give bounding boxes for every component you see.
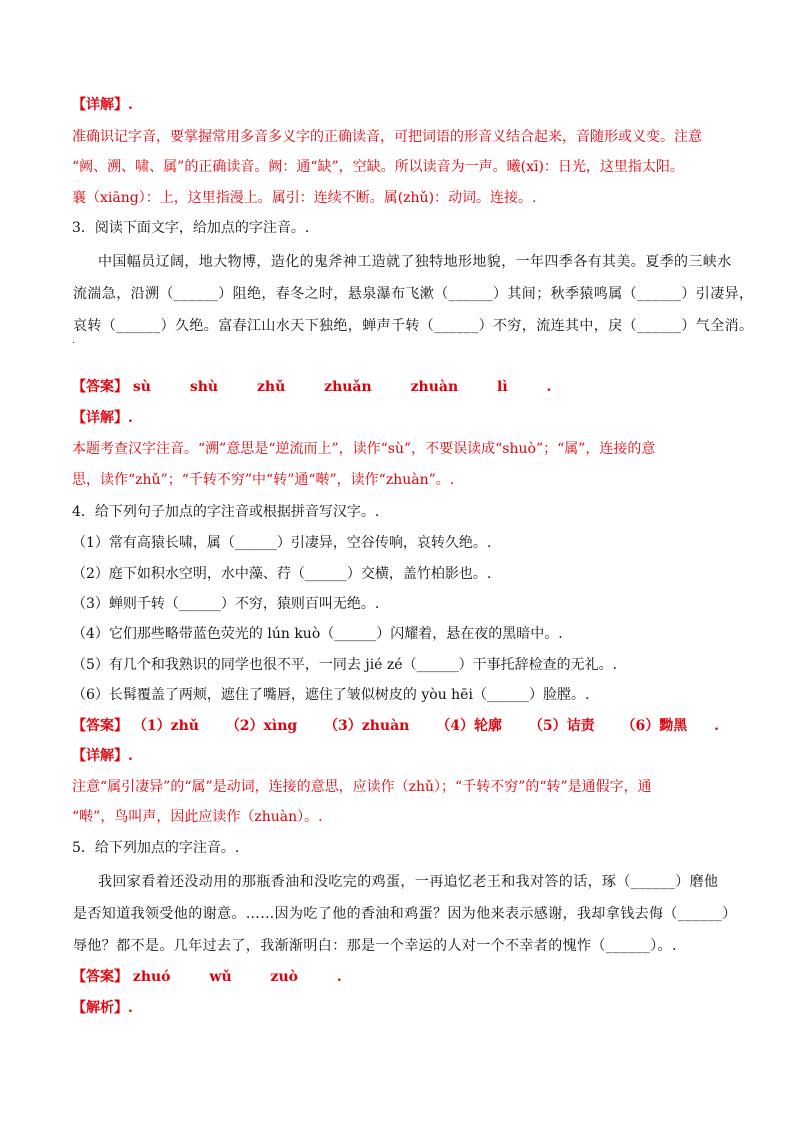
answer-item: （1）zhǔ: [132, 718, 199, 734]
answer-3: [72, 377, 740, 397]
answer-item: （5）诘责: [528, 718, 595, 734]
question-3-passage-line3: 哀转（______）久绝。富春江山水天下独绝，蝉声千转（______）不穷，流连其中，戾（______）气全消。: [73, 318, 754, 334]
answer-item: （6）黝黑: [621, 718, 688, 734]
answer-item: sù: [132, 379, 151, 395]
answer-label: 【答案】: [72, 969, 128, 985]
explanation-text-4-line2: “啭”，鸟叫声，因此应读作（zhuàn）。.: [72, 809, 323, 825]
explanation-heading-2: 【详解】.: [72, 97, 133, 113]
question-4-item-5: （5）有几个和我熟识的同学也很不平，一同去 jié zé（______）干事托辞检查的无礼。.: [72, 657, 618, 673]
answer-item: zhuàn: [410, 379, 459, 395]
explanation-text-2-line2: “阙、溯、啸、属”的正确读音。阙：通“缺”，空缺。所以读音为一声。曦(xī)：日光，这里指太阳。: [72, 159, 684, 175]
answer-item: （2）xìng: [225, 718, 298, 734]
question-5-title: 5．给下列加点的字注音。.: [72, 840, 240, 856]
answer-item: zhǔ: [256, 379, 286, 395]
answer-item: shù: [189, 379, 219, 395]
question-5-passage-line2: 是否知道我领受他的谢意。……因为吃了他的香油和鸡蛋？因为他来表示感谢，我却拿钱去侮（______）: [73, 906, 737, 922]
answer-item: zuò: [270, 969, 298, 985]
explanation-text-4-line1: 注意“属引凄异”的“属”是动词，连接的意思，应读作（zhǔ）；“千转不穷”的“转”是通假字，通: [72, 779, 652, 795]
answer-item: （3）zhuàn: [324, 718, 410, 734]
explanation-text-3-line1: 本题考查汉字注音。“溯”意思是“逆流而上”，读作“sù”，不要误读成“shuò”；“属”，连接的意: [72, 441, 656, 457]
question-4-title: 4．给下列句子加点的字注音或根据拼音写汉字。.: [72, 504, 380, 520]
explanation-text-2-line1: 准确识记字音，要掌握常用多音多义字的正确读音，可把词语的形音义结合起来，音随形或义变。注意: [72, 129, 702, 145]
question-4-item-3: （3）蝉则千转（______）不穷，猿则百叫无绝。.: [72, 596, 380, 612]
answer-4: [72, 716, 740, 736]
answer-item: zhuó: [132, 969, 171, 985]
question-4-item-2: （2）庭下如积水空明，水中藻、荇（______）交横，盖竹柏影也。.: [72, 566, 492, 582]
explanation-heading-3: 【详解】.: [72, 410, 133, 426]
analysis-heading-5: 【解析】.: [72, 1000, 133, 1016]
answer-item: .: [546, 379, 552, 395]
answer-label: 【答案】: [72, 379, 128, 395]
answer-item: .: [336, 969, 342, 985]
answer-item: zhuǎn: [324, 379, 372, 395]
explanation-text-3-line2: 思，读作“zhǔ”；“千转不穷”中“转”通“啭”，读作“zhuàn”。.: [72, 472, 455, 488]
question-4-item-1: （1）常有高猿长啸，属（______）引凄异，空谷传响，哀转久绝。.: [72, 535, 492, 551]
question-5-passage-line3: 辱他？都不是。几年过去了，我渐渐明白：那是一个幸运的人对一个不幸者的愧怍（______）。.: [73, 938, 677, 954]
explanation-text-2-line3: 襄（xiāng）：上，这里指漫上。属引：连续不断。属(zhǔ)：动词。连接。.: [72, 190, 537, 206]
answer-label: 【答案】: [72, 718, 128, 734]
answer-5: [72, 967, 740, 987]
question-4-item-6: （6）长髯覆盖了两颊，遮住了嘴唇，遮住了皱似树皮的 yòu hēi（______）脸膛。.: [72, 687, 590, 703]
explanation-heading-4: 【详解】.: [72, 748, 133, 764]
question-3-passage-line1: 中国幅员辽阔，地大物博，造化的鬼斧神工造就了独特地形地貌，一年四季各有其美。夏季的三峡水: [98, 254, 732, 270]
question-5-passage-line1: 我回家看着还没动用的那瓶香油和没吃完的鸡蛋，一再追忆老王和我对答的话，琢（______）磨他: [98, 874, 719, 890]
question-3-passage-end: .: [72, 336, 75, 346]
question-4-item-4: （4）它们那些略带蓝色荧光的 lún kuò（______）闪耀着，悬在夜的黑暗中。.: [72, 626, 563, 642]
answer-item: （4）轮廓: [436, 718, 502, 734]
question-3-title: 3．阅读下面文字，给加点的字注音。.: [72, 220, 310, 236]
answer-item: wǔ: [209, 969, 232, 985]
answer-item: lì: [497, 379, 508, 395]
question-3-passage-line2: 流湍急，沿溯（______）阻绝，春冬之时，悬泉瀑布飞漱（______）其间；秋季猿鸣属（______）引凄异，: [73, 286, 754, 302]
answer-item: .: [714, 718, 719, 734]
